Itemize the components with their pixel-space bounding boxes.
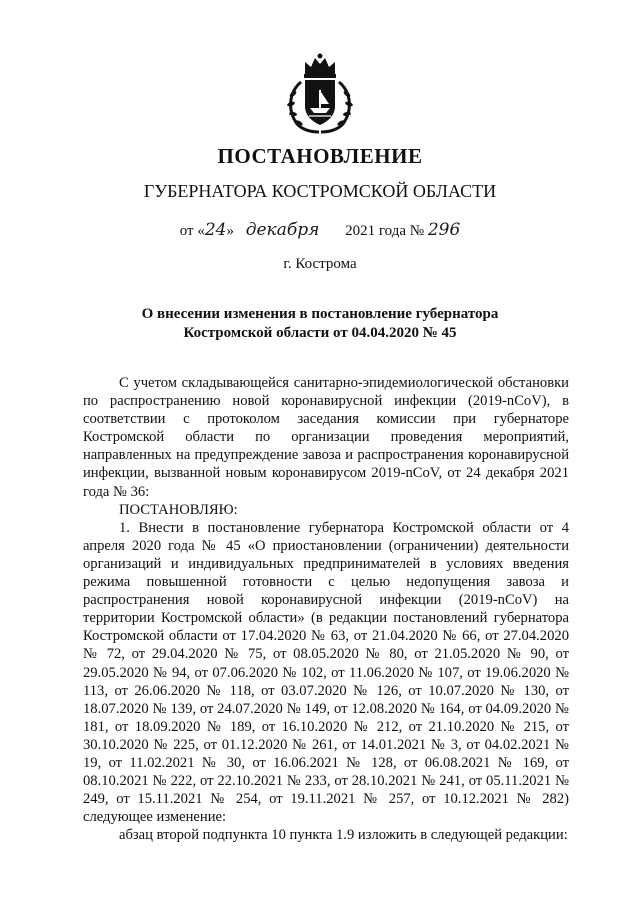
heading-line-1: О внесении изменения в постановление губернатора: [141, 306, 499, 322]
date-year: 2021 года №: [345, 223, 425, 239]
document-body: [83, 374, 569, 844]
document-heading: [0, 305, 640, 343]
paragraph-item-1: 1. Внести в постановление губернатора Костромской области от 4 апреля 2020 года № 45 «О приостановлении (ограничении) деятельности организаций и индивидуальных предпринимателей в условиях введения режима повышенной готовности с целью недопущения завоза и распространения новой коронавирусной инфекции (2019-nCoV) на территории Костромской области» (в редакции постановлений губернатора Костромской области от 17.04.2020 № 63, от 21.04.2020 № 66, от 27.04.2020 № 72, от 29.04.2020 № 75, от 08.05.2020 № 80, от 21.05.2020 № 90, от 29.05.2020 № 94, от 07.06.2020 № 102, от 11.06.2020 № 107, от 19.06.2020 № 113, от 26.06.2020 № 118, от 03.07.2020 № 126, от 10.07.2020 № 130, от 18.07.2020 № 139, от 24.07.2020 № 149, от 12.08.2020 № 164, от 04.09.2020 № 181, от 18.09.2020 № 189, от 16.10.2020 № 212, от 21.10.2020 № 215, от 30.10.2020 № 225, от 01.12.2020 № 261, от 14.01.2021 № 3, от 04.02.2021 № 19, от 11.02.2021 № 30, от 16.06.2021 № 128, от 06.08.2021 № 169, от 08.10.2021 № 222, от 22.10.2021 № 233, от 28.10.2021 № 241, от 05.11.2021 № 249, от 15.11.2021 № 254, от 19.11.2021 № 257, от 10.12.2021 № 282) следующее изменение:: [83, 519, 569, 826]
handwritten-month: декабря: [245, 220, 320, 240]
date-prefix: от «: [179, 223, 205, 239]
paragraph-resolve: ПОСТАНОВЛЯЮ:: [119, 501, 238, 518]
handwritten-day: 24: [204, 220, 227, 240]
coat-of-arms-icon: [283, 52, 357, 134]
paragraph-amendment: абзац второй подпункта 10 пункта 1.9 изложить в следующей редакции:: [119, 827, 568, 844]
date-mid: »: [226, 223, 234, 239]
heading-line-2: Костромской области от 04.04.2020 № 45: [183, 325, 457, 341]
date-number-line: [0, 220, 640, 240]
paragraph-preamble: С учетом складывающейся санитарно-эпидемиологической обстановки по распространению новой коронавирусной инфекции (2019-nCoV), в соответствии с протоколом заседания комиссии при губернаторе Костромской области по организации проведения мероприятий, направленных на предупреждение завоза и распространения коронавирусной инфекции, вызванной новым коронавирусом 2019-nCoV, от 24 декабря 2021 года № 36:: [83, 375, 569, 500]
issuer-line: ГУБЕРНАТОРА КОСТРОМСКОЙ ОБЛАСТИ: [143, 181, 497, 201]
city-line: г. Кострома: [283, 256, 357, 272]
document-title: ПОСТАНОВЛЕНИЕ: [217, 144, 423, 168]
handwritten-number: 296: [427, 220, 461, 240]
